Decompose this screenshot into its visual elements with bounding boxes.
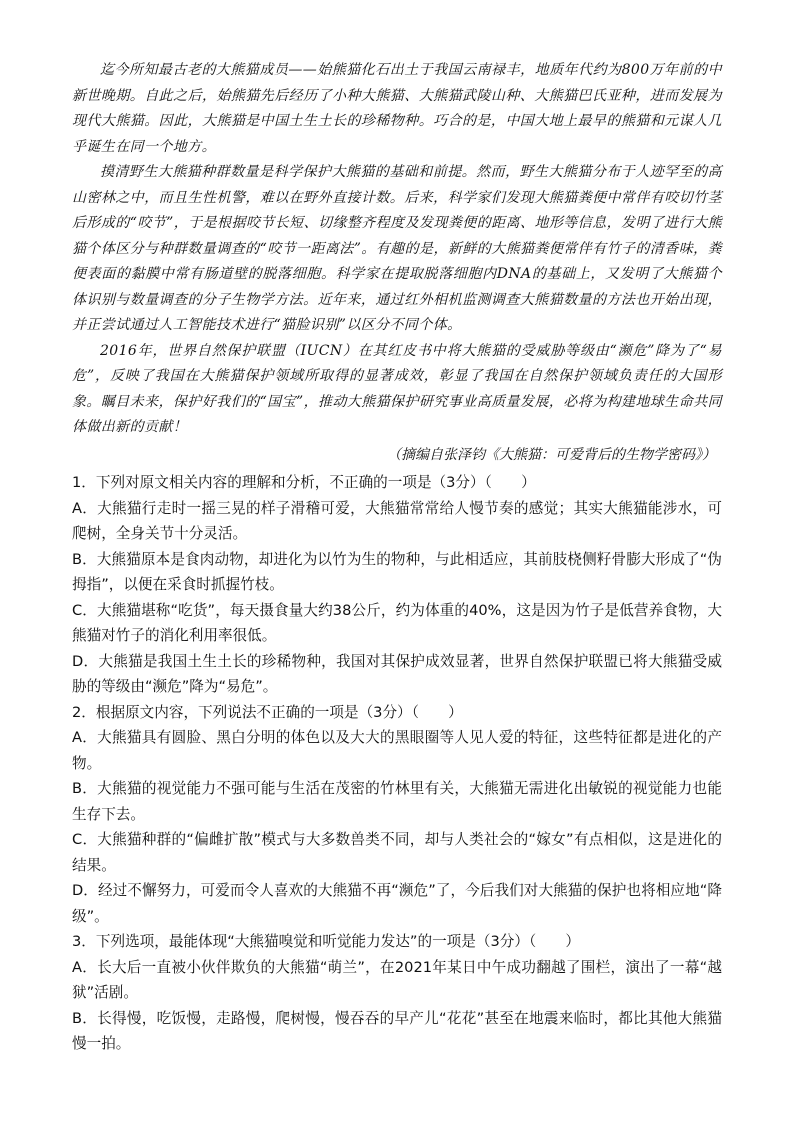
question-option-b: B．大熊猫原本是食肉动物，却进化为以竹为生的物种，与此相适应，其前肢桡侧籽骨膨大形成了“伪拇指”，以便在采食时抓握竹枝。 <box>72 550 722 593</box>
question-list <box>72 470 722 1057</box>
question-option-b: B．大熊猫的视觉能力不强可能与生活在茂密的竹林里有关，大熊猫无需进化出敏锐的视觉能力也能生存下去。 <box>72 780 722 823</box>
question-stem: 1．下列对原文相关内容的理解和分析，不正确的一项是（3分）（ ） <box>72 474 536 491</box>
passage-source: （摘编自张泽钧《大熊猫：可爱背后的生物学密码》） <box>387 446 716 463</box>
question-2 <box>72 700 722 930</box>
question-option-a: A．大熊猫行走时一摇三晃的样子滑稽可爱，大熊猫常常给人慢节奏的感觉；其实大熊猫能涉水，可爬树，全身关节十分灵活。 <box>72 499 722 542</box>
question-stem: 3．下列选项，最能体现“大熊猫嗅觉和听觉能力发达”的一项是（3分）（ ） <box>72 933 580 950</box>
passage-paragraph-3: 2016年，世界自然保护联盟（IUCN）在其红皮书中将大熊猫的受威胁等级由“濒危”降为了“易危”，反映了我国在大熊猫保护领域所取得的显著成效，彰显了我国在自然保护领域负责任的大国形象。瞩目未来，保护好我们的“国宝”，推动大熊猫保护研究事业高质量发展，必将为构建地球生命共同体做出新的贡献！ <box>72 342 722 435</box>
question-1 <box>72 470 722 700</box>
question-option-a: A．长大后一直被小伙伴欺负的大熊猫“萌兰”，在2021年某日中午成功翻越了围栏，演出了一幕“越狱”活剧。 <box>72 958 722 1001</box>
question-stem: 2．根据原文内容，下列说法不正确的一项是（3分）（ ） <box>72 703 463 721</box>
passage-paragraph-1: 迄今所知最古老的大熊猫成员——始熊猫化石出土于我国云南禄丰，地质年代约为800万年前的中新世晚期。自此之后，始熊猫先后经历了小种大熊猫、大熊猫武陵山种、大熊猫巴氏亚种，进而发展为现代大熊猫。因此，大熊猫是中国土生土长的珍稀物种。巧合的是，中国大地上最早的熊猫和元谋人几乎诞生在同一个地方。 <box>72 62 722 155</box>
reading-passage <box>72 58 722 441</box>
question-option-b: B．长得慢，吃饭慢，走路慢，爬树慢，慢吞吞的早产儿“花花”甚至在地震来临时，都比其他大熊猫慢一拍。 <box>72 1009 722 1052</box>
question-option-a: A．大熊猫具有圆脸、黑白分明的体色以及大大的黑眼圈等人见人爱的特征，这些特征都是进化的产物。 <box>72 729 722 772</box>
question-option-d: D．经过不懈努力，可爱而令人喜欢的大熊猫不再“濒危”了，今后我们对大熊猫的保护也将相应地“降级”。 <box>72 882 722 925</box>
question-3 <box>72 929 722 1057</box>
question-option-d: D．大熊猫是我国土生土长的珍稀物种，我国对其保护成效显著，世界自然保护联盟已将大熊猫受威胁的等级由“濒危”降为“易危”。 <box>72 652 722 695</box>
passage-paragraph-2: 摸清野生大熊猫种群数量是科学保护大熊猫的基础和前提。然而，野生大熊猫分布于人迹罕至的高山密林之中，而且生性机警，难以在野外直接计数。后来，科学家们发现大熊猫粪便中常伴有咬切竹茎后形成的“咬节”，于是根据咬节长短、切缘整齐程度及发现粪便的距离、地形等信息，发明了进行大熊猫个体区分与种群数量调查的“咬节一距离法”。有趣的是，新鲜的大熊猫粪便常伴有竹子的清香味，粪便表面的黏膜中常有肠道壁的脱落细胞。科学家在提取脱落细胞内DNA的基础上，又发明了大熊猫个体识别与数量调查的分子生物学方法。近年来，通过红外相机监测调查大熊猫数量的方法也开始出现，并正尝试通过人工智能技术进行“猫脸识别”以区分不同个体。 <box>72 164 722 333</box>
question-option-c: C．大熊猫堪称“吃货”，每天摄食量大约38公斤，约为体重的40%，这是因为竹子是低营养食物，大熊猫对竹子的消化利用率很低。 <box>72 601 722 644</box>
question-option-c: C．大熊猫种群的“偏雌扩散”模式与大多数兽类不同，却与人类社会的“嫁女”有点相似，这是进化的结果。 <box>72 831 722 874</box>
